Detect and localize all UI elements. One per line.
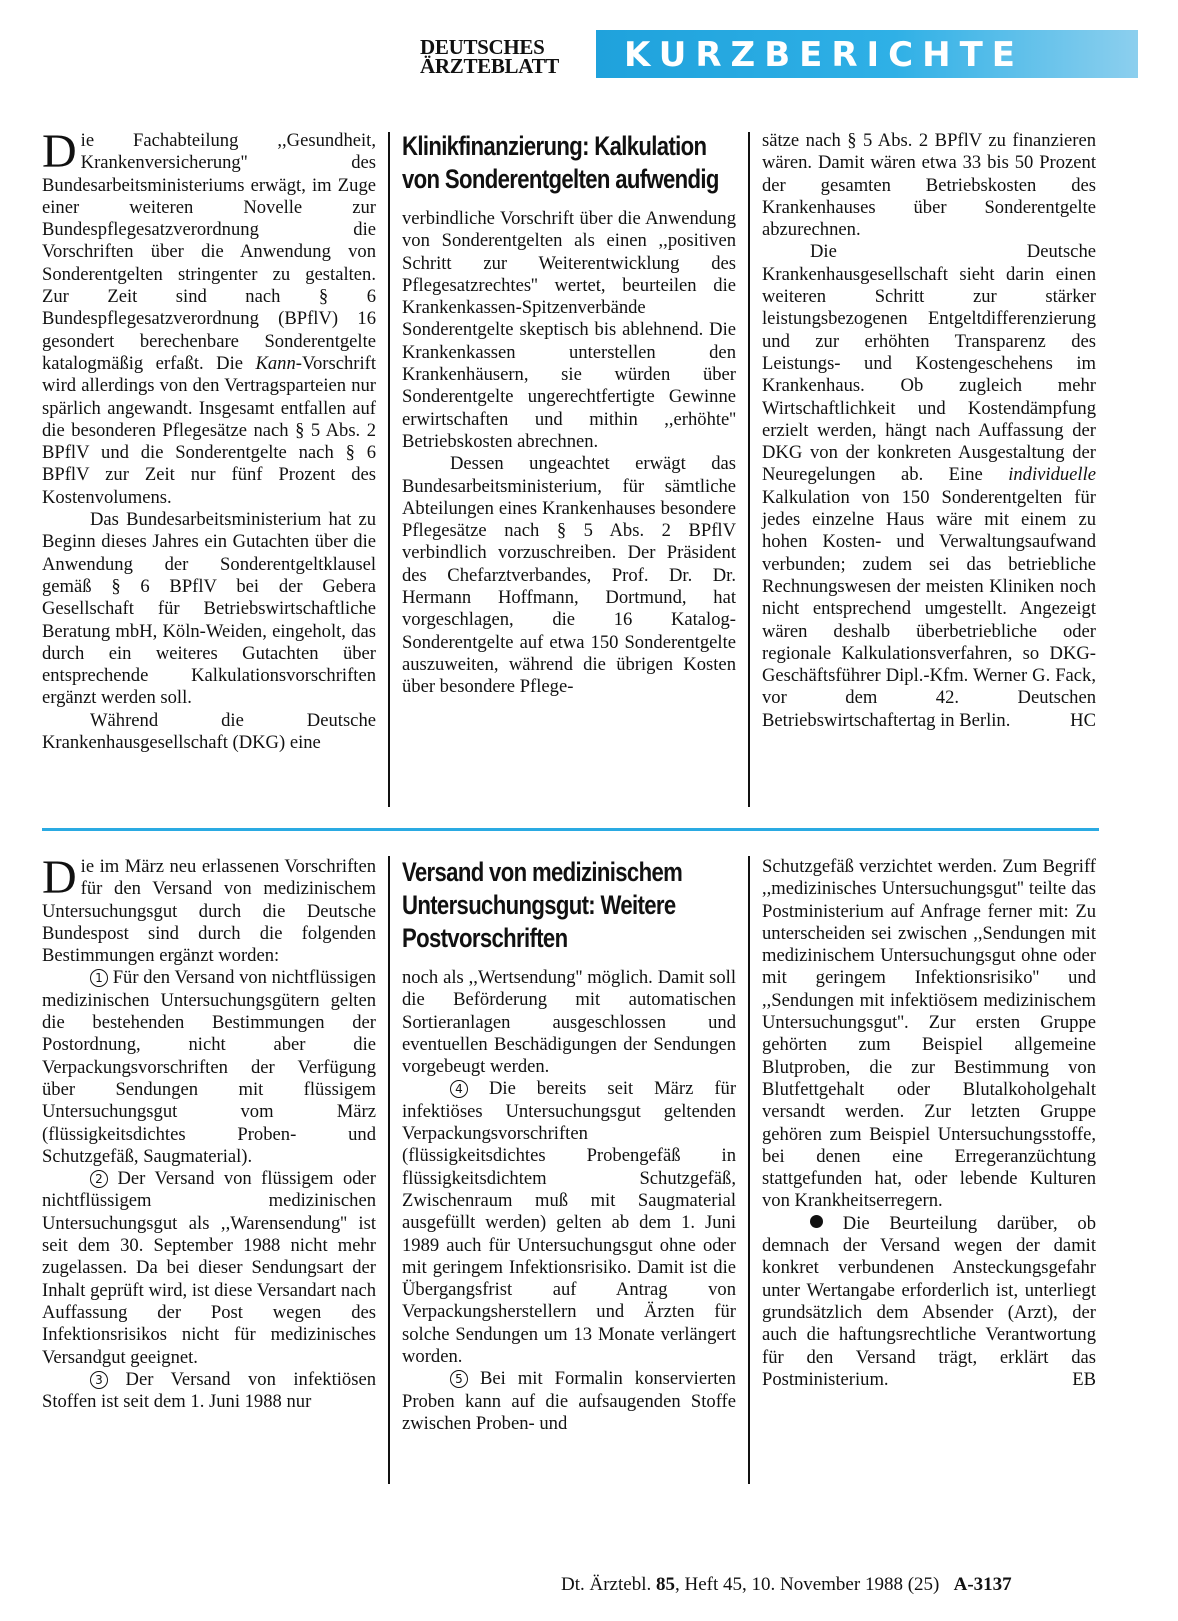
article2-column-3 xyxy=(762,856,1096,1391)
column-divider xyxy=(388,132,390,807)
article2-title: Versand von medizinischem Untersuchungsgut: Weitere Postvorschriften xyxy=(402,857,683,953)
article1-paragraph-7: Die Deutsche Krankenhausgesellschaft sieht darin einen weiteren Schritt zur stärker leistungsbezogenen Entgeltdifferenzierung und zur erhöhten Transparenz des Leistungs- und Kostengeschehens im Krankenhaus. Ob zugleich mehr Wirtschaftlichkeit und Kostendämpfung erzielt werden, hängt nach Auffassung der DKG von der konkreten Ausgestaltung der Neuregelungen ab. Eine individuelle Kalkulation von 150 Sonderentgelten für jedes einzelne Haus wäre mit einem zu hohen Kosten- und Verwaltungsaufwand verbunden; zudem sei das betriebliche Rechnungswesen der meisten Kliniken noch nicht entsprechend umgestellt. Angezeigt wären deshalb überbetriebliche oder regionale Kalkulationsverfahren, so DKG-Geschäftsführer Dipl.-Kfm. Werner G. Fack, vor dem 42. Deutschen Betriebswirtschaftertag in Berlin. HC xyxy=(762,241,1096,731)
article2-signature: EB xyxy=(1072,1368,1096,1390)
article1-paragraph-6: sätze nach § 5 Abs. 2 BPflV zu finanzieren wären. Damit wären etwa 33 bis 50 Prozent der gesamten Betriebskosten des Krankenhauses über Sonderentgelte abzurechnen. xyxy=(762,130,1096,241)
article1-dropcap: D xyxy=(42,125,77,178)
article1-title: Klinikfinanzierung: Kalkulation von Sonderentgelten aufwendig xyxy=(402,131,719,194)
article2-column-2 xyxy=(402,856,736,1435)
logo-line-2: ÄRZTEBLATT xyxy=(420,54,559,78)
number-4-icon: 4 xyxy=(450,1080,468,1098)
number-3-icon: 3 xyxy=(90,1371,108,1389)
article2-item-5: 5 Bei mit Formalin konservierten Proben kann auf die aufsaugenden Stoffe zwischen Proben- und xyxy=(402,1368,736,1434)
footer-issue: , Heft 45, 10. November 1988 (25) xyxy=(674,1574,940,1595)
article2-paragraph-3: Schutzgefäß verzichtet werden. Zum Begriff ,,medizinisches Untersuchungsgut'' teilte das Postministerium auf Anfrage ferner mit: Zu unterscheiden sei zwischen ,,Sendungen mit medizinischem Untersuchungsgut ohne oder mit geringem Infektionsrisiko'' und ,,Sendungen mit infektiösem medizinischem Untersuchungsgut''. Zur ersten Gruppe gehörten zum Beispiel allgemeine Blutproben, die zur Bestimmung von Blutfettgehalt oder Blutalkoholgehalt versandt werden. Zur letzten Gruppe gehören zum Beispiel Untersuchungsstoffe, bei denen eine Erregeranzüchtung stattgefunden hat, oder lebende Kulturen von Krankheitserregern. xyxy=(762,856,1096,1212)
article2-item-1: 1 Für den Versand von nichtflüssigen medizinischen Untersuchungsgütern gelten die bestehenden Bestimmungen der Postordnung, nicht aber die Verpackungsvorschriften der Verfügung über Sendungen mit flüssigem Untersuchungsgut vom März (flüssigkeitsdichtes Proben- und Schutzgefäß, Saugmaterial). xyxy=(42,967,376,1167)
article1-column-3 xyxy=(762,130,1096,732)
article1-signature: HC xyxy=(1070,709,1096,731)
article1-paragraph-1: Die Fachabteilung ,,Gesundheit, Krankenversicherung'' des Bundesarbeitsministeriums erwägt, im Zuge einer weiteren Novelle zur Bundespflegesatzverordnung die Vorschriften über die Anwendung von Sonderentgelten stringenter zu gestalten. Zur Zeit sind nach § 6 Bundespflegesatzverordnung (BPflV) 16 gesondert berechenbare Sonderentgelte katalogmäßig erfaßt. Die Kann-Vorschrift wird allerdings von den Vertragsparteien nur spärlich angewandt. Insgesamt entfallen auf die besonderen Pflegesätze nach § 5 Abs. 2 BPflV und die Sonderentgelte nach § 6 BPflV zur Zeit nur fünf Prozent des Kostenvolumens. xyxy=(42,125,376,508)
number-2-icon: 2 xyxy=(90,1170,108,1188)
article2-paragraph-1: Die im März neu erlassenen Vorschriften für den Versand von medizinischem Untersuchungsgut durch die Deutsche Bundespost sind durch die folgenden Bestimmungen ergänzt worden: xyxy=(42,851,376,967)
article1-column-2 xyxy=(402,130,736,699)
number-5-icon: 5 xyxy=(450,1370,468,1388)
number-1-icon: 1 xyxy=(90,969,108,987)
article2-item-2: 2 Der Versand von flüssigem oder nichtflüssigem medizinischen Untersuchungsgut als ,,Warensendung'' ist seit dem 30. September 1988 nicht mehr zugelassen. Da bei dieser Sendungsart der Inhalt geprüft wird, ist diese Versandart nach Auffassung der Post wegen des Infektionsrisikos nicht für medizinisches Versandgut geeignet. xyxy=(42,1168,376,1368)
article2-paragraph-4: Die Beurteilung darüber, ob demnach der Versand wegen der damit konkret verbundenen Ansteckungsgefahr unter Wertangabe erforderlich ist, unterliegt grundsätzlich dem Absender (Arzt), der auch die haftungsrechtliche Verantwortung für den Versand trägt, erklärt das Postministerium. EB xyxy=(762,1212,1096,1390)
article2-dropcap: D xyxy=(42,851,77,904)
article2-item-3: 3 Der Versand von infektiösen Stoffen ist seit dem 1. Juni 1988 nur xyxy=(42,1368,376,1413)
article-separator xyxy=(42,828,1099,831)
masthead xyxy=(420,30,1138,80)
footer-journal: Dt. Ärztebl. xyxy=(561,1574,652,1595)
section-band xyxy=(596,30,1138,78)
footer-volume: 85 xyxy=(655,1574,675,1595)
article1-paragraph-3: Während die Deutsche Krankenhausgesellschaft (DKG) eine xyxy=(42,709,376,754)
article1-column-1 xyxy=(42,125,376,754)
bullet-icon xyxy=(810,1215,823,1228)
page-footer xyxy=(561,1574,1012,1596)
footer-page-number: A-3137 xyxy=(953,1574,1012,1595)
article2-paragraph-2: noch als ,,Wertsendung'' möglich. Damit soll die Beförderung mit automatischen Sortieranlagen ausgeschlossen und eventuellen Beschädigungen der Sendungen vorgebeugt werden. xyxy=(402,967,736,1078)
article2-column-1 xyxy=(42,851,376,1413)
article2-item-4: 4 Die bereits seit März für infektiöses Untersuchungsgut geltenden Verpackungsvorschriften (flüssigkeitsdichtes Probengefäß in flüssigkeitsdichtem Schutzgefäß, Zwischenraum muß mit Saugmaterial ausgefüllt werden) gelten ab dem 1. Juni 1989 auch für Untersuchungsgut ohne oder mit geringem Infektionsrisiko. Damit ist die Übergangsfrist auf Antrag von Verpackungsherstellern und Ärzten für solche Sendungen um 13 Monate verlängert worden. xyxy=(402,1078,737,1368)
article1-paragraph-5: Dessen ungeachtet erwägt das Bundesarbeitsministerium, für sämtliche Abteilungen eines Krankenhauses besondere Pflegesätze nach § 5 Abs. 2 BPflV verbindlich vorzuschreiben. Der Präsident des Chefarztverbandes, Prof. Dr. Dr. Hermann Hoffmann, Dortmund, hat vorgeschlagen, die 16 Katalog-Sonderentgelte auf etwa 150 Sonderentgelte auszuweiten, während die übrigen Kosten über besondere Pflege- xyxy=(402,453,736,698)
journal-logo xyxy=(420,35,588,78)
logo-line-1: DEUTSCHES xyxy=(420,35,545,59)
column-divider xyxy=(748,856,750,1484)
section-label: KURZBERICHTE xyxy=(624,35,1024,75)
article1-paragraph-4: verbindliche Vorschrift über die Anwendung von Sonderentgelten als einen ,,positiven Schritt zur Weiterentwicklung des Pflegesatzrechtes'' wertet, beurteilen die Krankenkassen-Spitzenverbände Sonderentgelte skeptisch bis ablehnend. Die Krankenkassen unterstellen den Krankenhäusern, sie würden über Sonderentgelte ungerechtfertigte Gewinne erwirtschaften und mithin ,,erhöhte'' Betriebskosten abrechnen. xyxy=(402,208,736,452)
article1-paragraph-2: Das Bundesarbeitsministerium hat zu Beginn dieses Jahres ein Gutachten über die Anwendung der Sonderentgeltklausel gemäß § 6 BPflV bei der Gebera Gesellschaft für Betriebswirtschaftliche Beratung mbH, Köln-Weiden, eingeholt, das durch ein weiteres Gutachten über entsprechende Kalkulationsvorschriften ergänzt werden soll. xyxy=(42,509,376,709)
column-divider xyxy=(748,132,750,807)
column-divider xyxy=(388,856,390,1484)
